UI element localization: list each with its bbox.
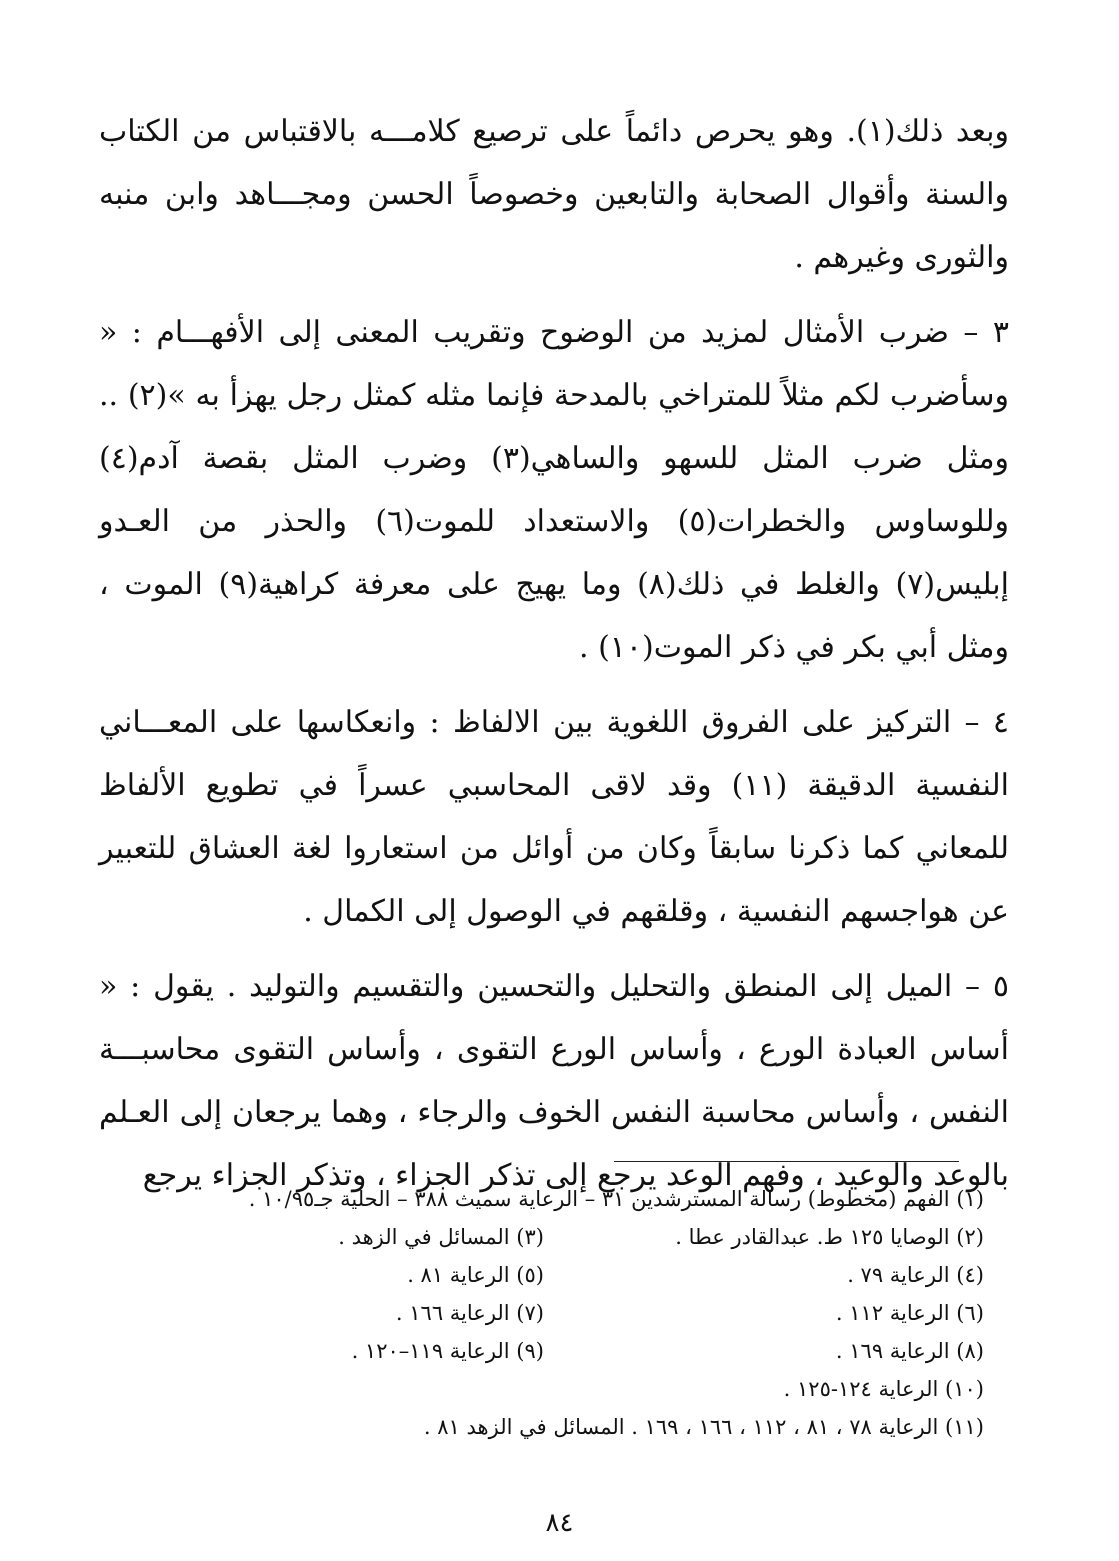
footnote-10: (١٠) الرعاية ١٢٤-١٢٥ . (783, 1377, 984, 1401)
footnote-8: (٨) الرعاية ١٦٩ . (835, 1339, 984, 1363)
footnote-4: (٤) الرعاية ٧٩ . (847, 1263, 984, 1287)
footnote-11: (١١) الرعاية ٧٨ ، ٨١ ، ١١٢ ، ١٦٦ ، ١٦٩ . المسائل في الزهد ٨١ . (423, 1415, 984, 1439)
page-number: ٨٤ (545, 1508, 574, 1538)
footnote-3: (٣) المسائل في الزهد . (338, 1225, 544, 1249)
footnote-row (104, 1180, 984, 1218)
footnote-row (104, 1256, 984, 1294)
footnote-row (104, 1218, 984, 1256)
body-text (99, 100, 1009, 1219)
footnote-6: (٦) الرعاية ١١٢ . (835, 1301, 984, 1325)
footnote-row (104, 1370, 984, 1408)
footnote-7: (٧) الرعاية ١٦٦ . (395, 1301, 544, 1325)
paragraph-2: ٣ – ضرب الأمثال لمزيد من الوضوح وتقريب المعنى إلى الأفهـــام : « وسأضرب لكم مثلاً للمتراخي بالمدحة فإنما مثله كمثل رجل يهزأ به »(٢) .. ومثل ضرب المثل للسهو والساهي(٣) وضرب المثل بقصة آدم(٤) وللوساوس والخطرات(٥) والاستعداد للموت(٦) والحذر من العـدو إبليس(٧) والغلط في ذلك(٨) وما يهيج على معرفة كراهية(٩) الموت ، ومثل أبي بكر في ذكر الموت(١٠) . (99, 315, 1010, 665)
footnote-row (104, 1332, 984, 1370)
paragraph-4: ٥ – الميل إلى المنطق والتحليل والتحسين والتقسيم والتوليد . يقول : « أساس العبادة الورع ، وأساس الورع التقوى ، وأساس التقوى محاسبـــة النفس ، وأساس محاسبة النفس الخوف والرجاء ، وهما يرجعان إلى العـلم بالوعد والوعيد ، وفهم الوعد يرجع إلى تذكر الجزاء ، وتذكر الجزاء يرجع (99, 969, 1009, 1193)
footnotes (104, 1180, 984, 1446)
paragraph-1: وبعد ذلك(١). وهو يحرص دائماً على ترصيع كلامـــه بالاقتباس من الكتاب والسنة وأقوال الصحابة والتابعين وخصوصاً الحسن ومجـــاهد وابن منبه والثورى وغيرهم . (99, 114, 1009, 275)
footnote-row (104, 1294, 984, 1332)
footnote-separator (614, 1161, 959, 1162)
footnote-1: (١) الفهم (مخطوط) رسالة المسترشدين ٣١ – الرعاية سميث ٣٨٨ – الحلية جـ١٠/٩٥ . (248, 1187, 984, 1211)
footnote-2: (٢) الوصايا ١٢٥ ط. عبدالقادر عطا . (675, 1225, 984, 1249)
paragraph-3: ٤ – التركيز على الفروق اللغوية بين الالفاظ : وانعكاسها على المعـــاني النفسية الدقيقة (١١) وقد لاقى المحاسبي عسراً في تطويع الألفاظ للمعاني كما ذكرنا سابقاً وكان من أوائل من استعاروا لغة العشاق للتعبير عن هواجسهم النفسية ، وقلقهم في الوصول إلى الكمال . (99, 705, 1009, 929)
footnote-9: (٩) الرعاية ١١٩–١٢٠ . (351, 1339, 544, 1363)
footnote-row (104, 1408, 984, 1446)
footnote-5: (٥) الرعاية ٨١ . (407, 1263, 544, 1287)
